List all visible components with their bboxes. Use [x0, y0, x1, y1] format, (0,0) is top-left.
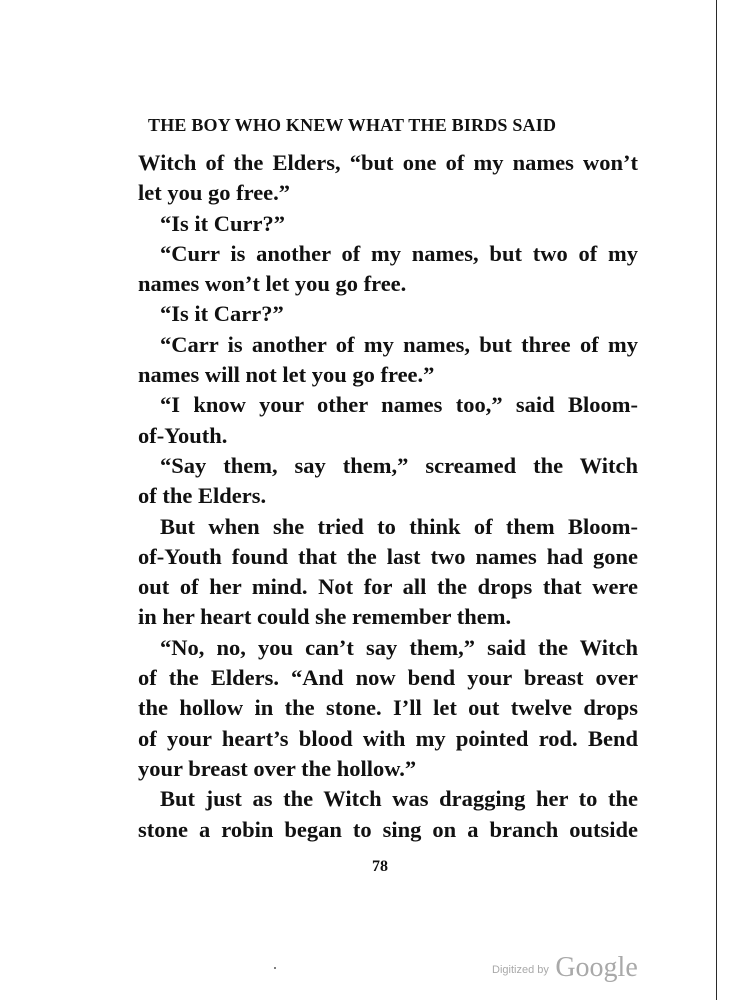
text-line: “Curr is another of my names, but two of my	[160, 240, 638, 266]
text-line: stone a robin began to sing on a branch outside	[138, 816, 638, 842]
text-line: let you go free.”	[138, 180, 291, 206]
page-edge-line	[716, 0, 717, 1000]
text-line: names won’t let you go free.	[138, 271, 407, 297]
text-line: of your heart’s blood with my pointed rod. Bend	[138, 725, 638, 751]
text-line: your breast over the hollow.”	[138, 755, 417, 781]
google-logo-text: Google	[555, 952, 638, 983]
scan-speck	[274, 967, 276, 969]
text-line: of-Youth.	[138, 422, 228, 448]
text-line: But just as the Witch was dragging her to the	[160, 786, 638, 812]
text-line: “Is it Carr?”	[160, 301, 284, 327]
text-line: of the Elders. “And now bend your breast over	[138, 665, 638, 691]
text-line: But when she tried to think of them Bloom-	[160, 513, 638, 539]
page-number: 78	[372, 858, 388, 875]
text-line: Witch of the Elders, “but one of my names won’t	[138, 150, 638, 175]
text-line: of-Youth found that the last two names had gone	[138, 543, 638, 569]
text-line: the hollow in the stone. I’ll let out twelve drops	[138, 695, 638, 721]
running-head: THE BOY WHO KNEW WHAT THE BIRDS SAID	[148, 115, 557, 135]
text-line: “I know your other names too,” said Bloom-	[160, 392, 638, 418]
text-line: out of her mind. Not for all the drops that were	[138, 574, 638, 600]
text-line: “Carr is another of my names, but three of my	[160, 331, 638, 357]
body-text	[138, 148, 638, 845]
text-line: names will not let you go free.”	[138, 362, 435, 388]
text-line: “No, no, you can’t say them,” said the Witch	[160, 634, 638, 660]
text-line: “Say them, say them,” screamed the Witch	[160, 452, 638, 478]
text-line: of the Elders.	[138, 483, 267, 509]
digitized-by-text: Digitized by	[492, 964, 549, 976]
digitized-watermark	[492, 952, 638, 984]
text-line: “Is it Curr?”	[160, 210, 285, 236]
text-line: in her heart could she remember them.	[138, 604, 512, 630]
